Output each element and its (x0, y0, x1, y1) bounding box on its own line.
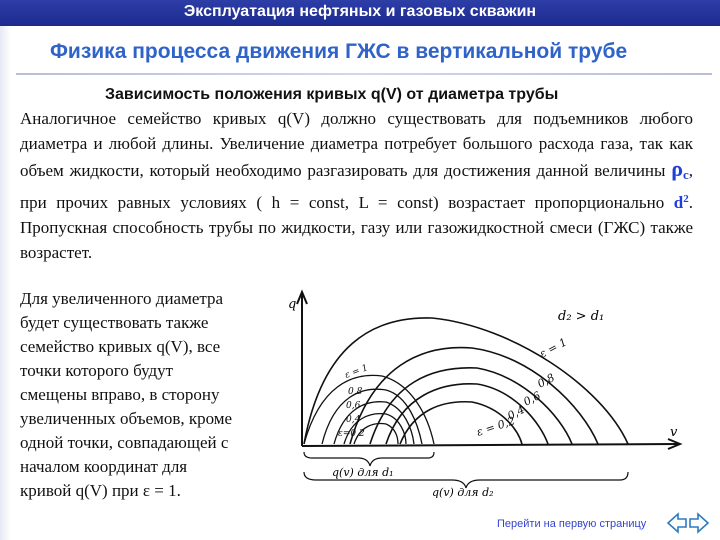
curves-d2 (304, 318, 628, 444)
header-bar (0, 0, 720, 26)
x-axis (302, 444, 678, 446)
d-letter: d (673, 193, 684, 212)
bracket-label-d1: q(v) для d₁ (332, 466, 394, 479)
label-d2-eps-06: 0,6 (521, 388, 543, 409)
label-d1-eps-08: 0,8 (348, 387, 363, 397)
d2-symbol (674, 193, 689, 212)
main-paragraph (20, 106, 693, 265)
rho-subscript: c (682, 167, 689, 182)
label-d1-eps-1: ε = 1 (343, 363, 370, 381)
paragraph-text-1: Аналогичное семейство кривых q(V) должно существовать для подъемников любого диаметра и любой длины. Увеличение диаметра потребует большого расхода газа, так как объем жидкости, который необходимо разгазировать для достижения данной величины (20, 109, 693, 180)
curve-d1-eps-1 (304, 375, 434, 444)
curve-d2-eps-1 (304, 318, 628, 444)
label-d2-eps-08: 0,8 (535, 370, 557, 391)
label-d1-eps-06: 0,6 (346, 401, 361, 411)
curve-d2-eps-08 (350, 348, 598, 444)
right-arrow-icon[interactable] (690, 514, 708, 532)
first-page-link[interactable]: Перейти на первую страницу (497, 518, 647, 530)
nav-arrows-icon[interactable] (666, 510, 710, 536)
y-axis-label: q (288, 297, 297, 312)
header-title: Эксплуатация нефтяных и газовых скважин (183, 3, 537, 20)
rho-symbol: ρ (671, 156, 683, 181)
paragraph-text-3: . Пропускная способность трубы по жидкости, газу или газожидкостной смеси (ГЖС) также возрастет. (20, 193, 693, 262)
title-divider (16, 73, 712, 75)
condition-label: d₂ > d₁ (558, 309, 605, 324)
bracket-d1 (304, 452, 434, 466)
label-d1-eps-02: ε=0,2 (338, 429, 365, 439)
qv-curves-figure (282, 286, 686, 498)
label-d2-eps-1: ε = 1 (537, 335, 570, 361)
left-decor-strip (0, 26, 11, 540)
side-paragraph: Для увеличенного диаметра будет существовать также семейство кривых q(V), все точки которого будут смещены вправо, в сторону увеличенных объемов, кроме одной точки, совпадающей с началом координат для кривой q(V) при ε = 1. (20, 289, 233, 500)
left-arrow-icon[interactable] (668, 514, 686, 532)
d-superscript: 2 (683, 193, 689, 205)
label-d2-eps-04: 0,4 (505, 402, 527, 423)
curves-d1 (304, 375, 434, 444)
label-d1-eps-04: 0,4 (346, 415, 361, 425)
bracket-label-d2: q(v) для d₂ (432, 486, 494, 498)
section-subheading: Зависимость положения кривых q(V) от диаметра трубы (105, 86, 559, 103)
slide-title: Физика процесса движения ГЖС в вертикальной трубе (50, 40, 628, 63)
x-axis-label: v (670, 425, 678, 440)
paragraph-text-2: , при прочих равных условиях ( h = const, L = const) возрастает пропорционально (20, 161, 693, 212)
label-d2-eps-02: ε = 0,2 (474, 414, 517, 439)
